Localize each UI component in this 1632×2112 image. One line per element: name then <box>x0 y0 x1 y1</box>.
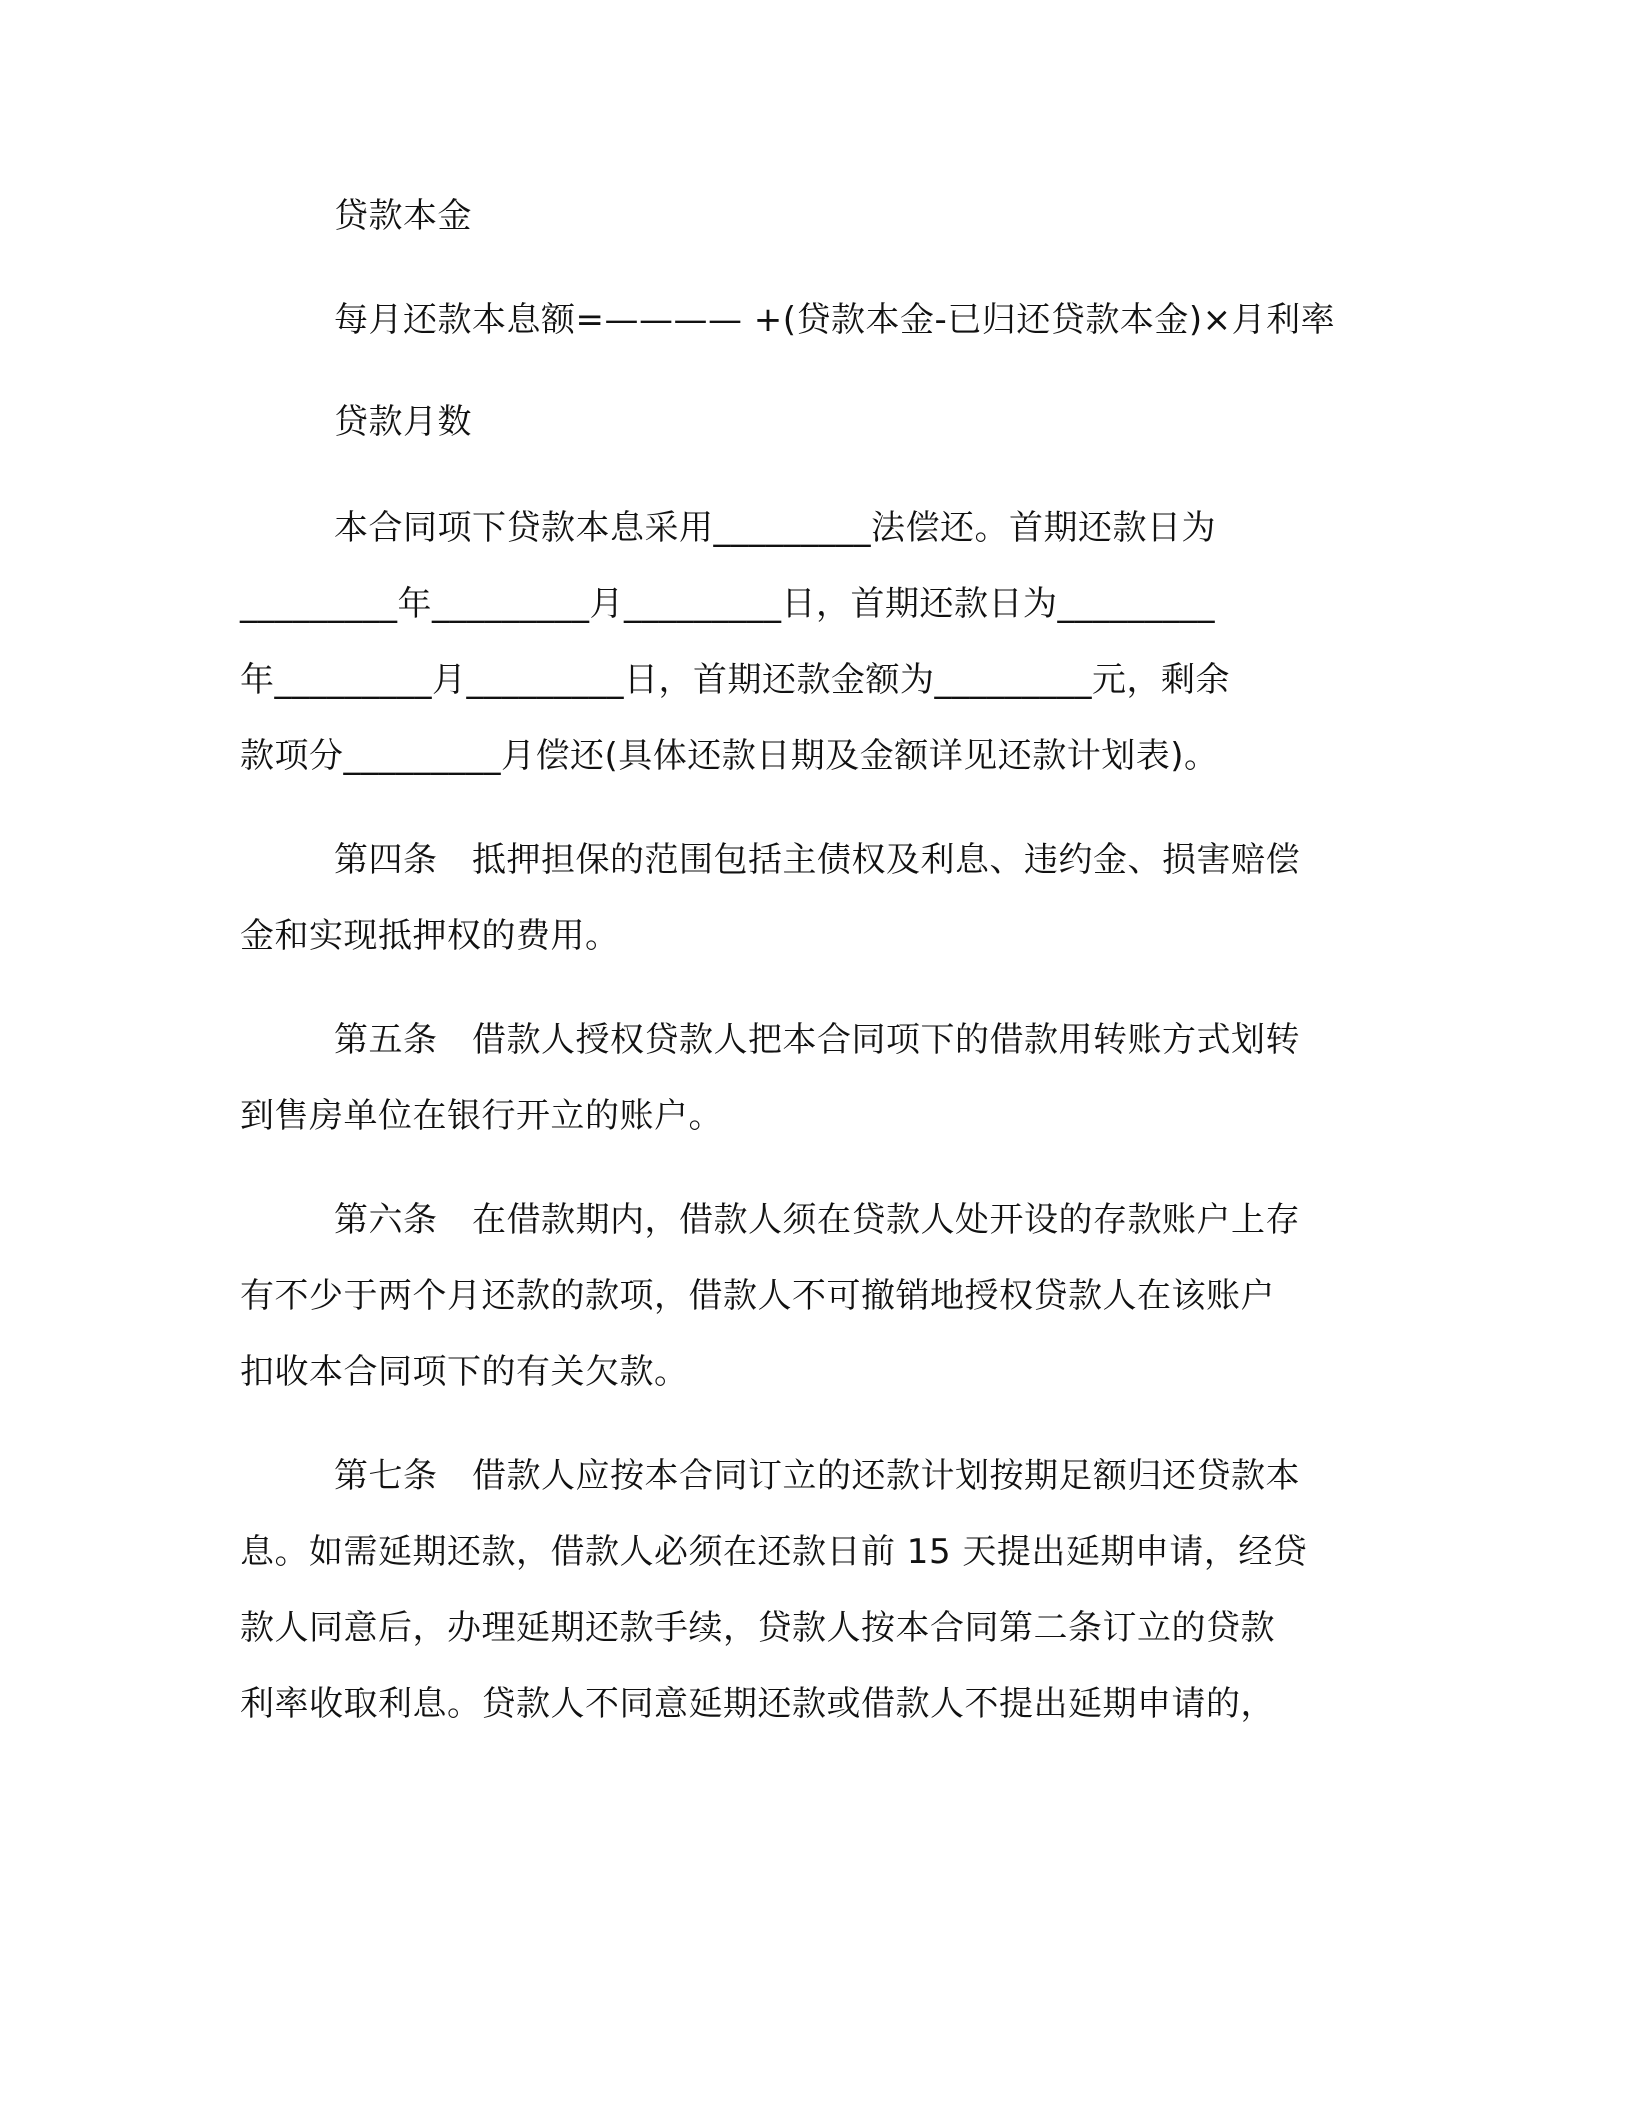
repayment-line-3: 年_________月_________日，首期还款金额为_________元，剩余 <box>240 660 1230 700</box>
article-5-line-2: 到售房单位在银行开立的账户。 <box>240 1096 723 1136</box>
repayment-line-4: 款项分_________月偿还(具体还款日期及金额详见还款计划表)。 <box>240 736 1219 776</box>
article-7-line-3: 款人同意后，办理延期还款手续，贷款人按本合同第二条订立的贷款 <box>240 1608 1275 1648</box>
article-7-line-4: 利率收取利息。贷款人不同意延期还款或借款人不提出延期申请的， <box>240 1684 1275 1724</box>
formula-denominator: 贷款月数 <box>334 402 472 442</box>
article-6-line-2: 有不少于两个月还款的款项，借款人不可撤销地授权贷款人在该账户 <box>240 1276 1275 1316</box>
article-5-line-1: 第五条 借款人授权贷款人把本合同项下的借款用转账方式划转 <box>334 1020 1300 1060</box>
article-4-line-2: 金和实现抵押权的费用。 <box>240 916 620 956</box>
article-6-line-1: 第六条 在借款期内，借款人须在贷款人处开设的存款账户上存 <box>334 1200 1300 1240</box>
formula-main: 每月还款本息额=———— +(贷款本金-已归还贷款本金)×月利率 <box>334 300 1336 340</box>
article-7-line-2: 息。如需延期还款，借款人必须在还款日前 15 天提出延期申请，经贷 <box>240 1532 1308 1572</box>
repayment-line-1: 本合同项下贷款本息采用_________法偿还。首期还款日为 <box>334 508 1216 548</box>
article-4-line-1: 第四条 抵押担保的范围包括主债权及利息、违约金、损害赔偿 <box>334 840 1300 880</box>
repayment-line-2: _________年_________月_________日，首期还款日为_________ <box>240 584 1215 624</box>
article-7-line-1: 第七条 借款人应按本合同订立的还款计划按期足额归还贷款本 <box>334 1456 1300 1496</box>
article-6-line-3: 扣收本合同项下的有关欠款。 <box>240 1352 689 1392</box>
formula-numerator: 贷款本金 <box>334 196 472 236</box>
